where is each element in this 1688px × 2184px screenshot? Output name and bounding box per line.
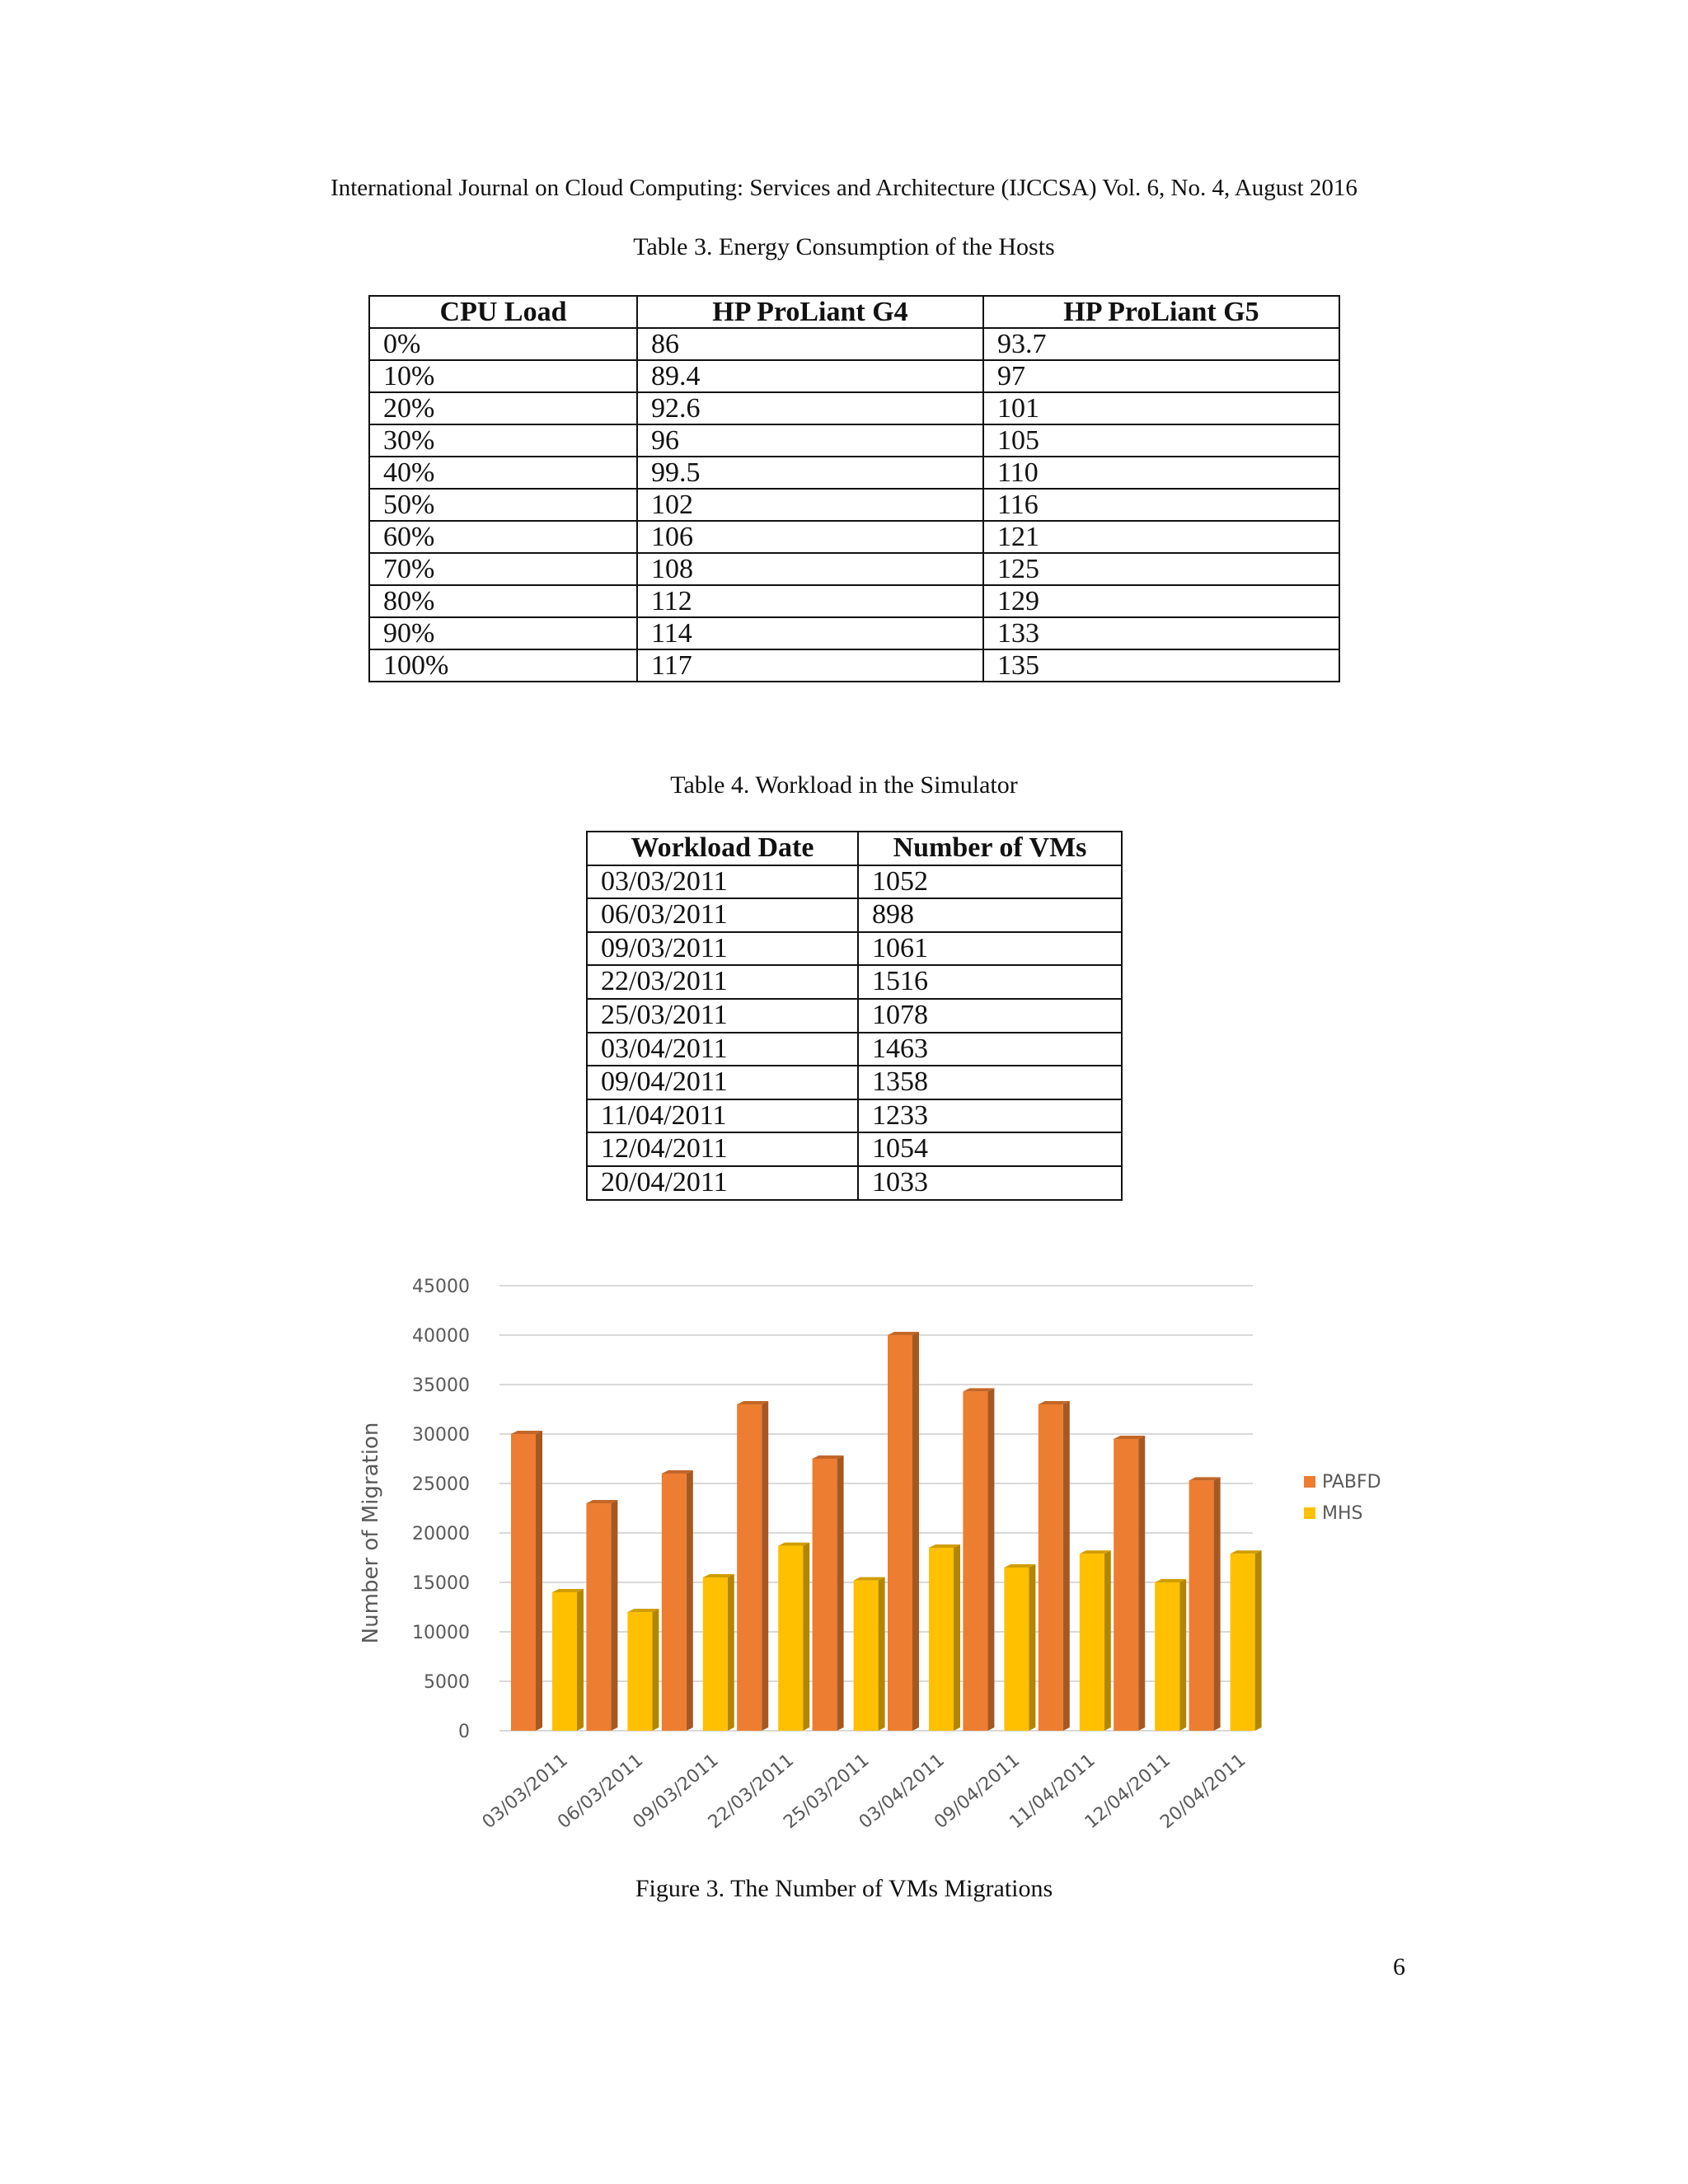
bar-side-face <box>954 1544 960 1731</box>
vm-count-cell: 1516 <box>858 965 1122 999</box>
vm-count-cell: 1061 <box>858 932 1122 966</box>
table-row <box>369 521 1339 553</box>
table-row <box>369 457 1339 489</box>
table-header-row <box>587 832 1122 865</box>
g5-power-cell: 125 <box>983 553 1339 585</box>
vm-count-cell: 1052 <box>858 865 1122 899</box>
cpu-load-cell: 0% <box>369 328 637 360</box>
bar-mhs <box>1080 1554 1104 1731</box>
vm-count-cell: 1358 <box>858 1066 1122 1099</box>
y-tick-label: 15000 <box>412 1573 470 1594</box>
bar-side-face <box>687 1470 693 1731</box>
g5-power-cell: 110 <box>983 457 1339 489</box>
bar-pabfd-group <box>737 1401 768 1731</box>
g5-power-cell: 121 <box>983 521 1339 553</box>
workload-date-cell: 22/03/2011 <box>587 965 858 999</box>
table-row <box>369 328 1339 360</box>
bar-mhs-group <box>1155 1579 1186 1731</box>
legend-swatch-pabfd <box>1304 1476 1315 1488</box>
g4-power-cell: 89.4 <box>637 360 983 392</box>
g4-power-cell: 99.5 <box>637 457 983 489</box>
vm-count-cell: 1078 <box>858 999 1122 1033</box>
cpu-load-cell: 50% <box>369 489 637 521</box>
bar-pabfd-group <box>813 1455 844 1731</box>
table-row <box>369 392 1339 424</box>
g4-power-cell: 112 <box>637 585 983 617</box>
vm-migrations-chart <box>305 1244 1426 1871</box>
bar-mhs <box>929 1548 954 1731</box>
g5-power-cell: 97 <box>983 360 1339 392</box>
y-tick-label: 30000 <box>412 1425 470 1446</box>
workload-date-cell: 09/03/2011 <box>587 932 858 966</box>
vm-count-cell: 1463 <box>858 1033 1122 1066</box>
bar-pabfd <box>888 1335 912 1731</box>
bar-side-face <box>652 1609 659 1731</box>
legend-swatch-mhs <box>1304 1507 1315 1519</box>
bar-side-face <box>1063 1401 1070 1731</box>
y-tick-label: 35000 <box>412 1376 470 1396</box>
g4-power-cell: 92.6 <box>637 392 983 424</box>
table-row <box>369 617 1339 649</box>
workload-date-cell: 20/04/2011 <box>587 1166 858 1200</box>
table-row <box>587 965 1122 999</box>
table-row <box>587 1132 1122 1166</box>
y-axis-title: Number of Migration <box>359 1422 383 1644</box>
table-row <box>587 1033 1122 1066</box>
g5-power-cell: 116 <box>983 489 1339 521</box>
workload-date-cell: 06/03/2011 <box>587 898 858 932</box>
bar-mhs-group <box>552 1589 584 1731</box>
bar-mhs-group <box>627 1609 659 1731</box>
table-row <box>587 865 1122 899</box>
bar-side-face <box>577 1589 584 1731</box>
workload-date-cell: 03/03/2011 <box>587 865 858 899</box>
legend-label-mhs: MHS <box>1322 1503 1363 1524</box>
table-row <box>369 553 1339 585</box>
workload-date-cell: 25/03/2011 <box>587 999 858 1033</box>
bar-mhs <box>703 1577 728 1731</box>
bar-mhs-group <box>854 1577 885 1731</box>
bar-side-face <box>987 1388 994 1731</box>
table-row <box>369 360 1339 392</box>
bar-pabfd-group <box>963 1388 994 1731</box>
workload-table <box>586 831 1123 1201</box>
x-tick-label: 09/03/2011 <box>629 1750 723 1834</box>
bar-side-face <box>912 1332 919 1731</box>
x-tick-label: 03/04/2011 <box>855 1750 949 1834</box>
bar-pabfd <box>963 1391 987 1731</box>
g4-power-cell: 106 <box>637 521 983 553</box>
bar-side-face <box>1214 1477 1221 1731</box>
bar-pabfd-group <box>511 1431 542 1731</box>
g5-power-cell: 101 <box>983 392 1339 424</box>
bar-mhs <box>1004 1568 1029 1731</box>
vm-count-cell: 898 <box>858 898 1122 932</box>
g4-power-cell: 96 <box>637 424 983 457</box>
bar-mhs <box>1155 1582 1179 1731</box>
bar-pabfd <box>1114 1439 1138 1731</box>
bar-mhs-group <box>1080 1550 1111 1731</box>
bar-pabfd-group <box>1189 1477 1221 1731</box>
table-row <box>587 1066 1122 1099</box>
workload-date-cell: 03/04/2011 <box>587 1033 858 1066</box>
table-row <box>369 649 1339 682</box>
column-header-hp-proliant-g4: HP ProLiant G4 <box>637 296 983 328</box>
bar-mhs-group <box>929 1544 960 1731</box>
column-header-cpu-load: CPU Load <box>369 296 637 328</box>
g4-power-cell: 86 <box>637 328 983 360</box>
cpu-load-cell: 60% <box>369 521 637 553</box>
page-number: 6 <box>1393 1953 1405 1980</box>
g4-power-cell: 114 <box>637 617 983 649</box>
g4-power-cell: 108 <box>637 553 983 585</box>
bar-pabfd <box>1189 1480 1214 1731</box>
x-tick-label: 03/03/2011 <box>478 1750 572 1834</box>
vm-count-cell: 1033 <box>858 1166 1122 1200</box>
y-tick-label: 0 <box>458 1722 470 1742</box>
bar-side-face <box>803 1543 809 1731</box>
bar-mhs <box>854 1581 879 1731</box>
bar-side-face <box>1138 1436 1145 1731</box>
bar-pabfd <box>511 1434 536 1731</box>
g5-power-cell: 133 <box>983 617 1339 649</box>
bar-pabfd <box>662 1474 687 1731</box>
bar-side-face <box>1255 1550 1262 1731</box>
y-tick-label: 45000 <box>412 1277 470 1297</box>
bar-pabfd-group <box>586 1500 617 1731</box>
x-tick-label: 06/03/2011 <box>554 1750 648 1834</box>
table4-caption: Table 4. Workload in the Simulator <box>670 771 1018 799</box>
bar-pabfd <box>737 1404 762 1731</box>
x-tick-label: 20/04/2011 <box>1156 1750 1250 1834</box>
bar-side-face <box>1179 1579 1186 1731</box>
energy-consumption-table <box>368 295 1340 682</box>
column-header-hp-proliant-g5: HP ProLiant G5 <box>983 296 1339 328</box>
table-row <box>587 999 1122 1033</box>
cpu-load-cell: 40% <box>369 457 637 489</box>
cpu-load-cell: 90% <box>369 617 637 649</box>
bar-mhs <box>1231 1554 1255 1731</box>
running-head: International Journal on Cloud Computing: Services and Architecture (IJCCSA) Vol. 6, No. 4, August 2016 <box>331 175 1357 201</box>
table-row <box>369 585 1339 617</box>
cpu-load-cell: 20% <box>369 392 637 424</box>
bar-side-face <box>611 1500 617 1731</box>
figure3-caption: Figure 3. The Number of VMs Migrations <box>635 1875 1053 1902</box>
column-header-number-of-vms: Number of VMs <box>858 832 1122 865</box>
cpu-load-cell: 10% <box>369 360 637 392</box>
cpu-load-cell: 70% <box>369 553 637 585</box>
bar-side-face <box>1104 1550 1111 1731</box>
g5-power-cell: 93.7 <box>983 328 1339 360</box>
table-row <box>587 1166 1122 1200</box>
y-tick-label: 20000 <box>412 1524 470 1544</box>
cpu-load-cell: 80% <box>369 585 637 617</box>
y-tick-label: 10000 <box>412 1623 470 1643</box>
table-row <box>587 932 1122 966</box>
bar-side-face <box>762 1401 768 1731</box>
g5-power-cell: 105 <box>983 424 1339 457</box>
vm-count-cell: 1054 <box>858 1132 1122 1166</box>
table-row <box>587 898 1122 932</box>
bar-mhs <box>552 1592 577 1731</box>
bar-side-face <box>837 1455 844 1731</box>
g5-power-cell: 135 <box>983 649 1339 682</box>
cpu-load-cell: 30% <box>369 424 637 457</box>
x-tick-label: 25/03/2011 <box>780 1750 874 1834</box>
workload-date-cell: 12/04/2011 <box>587 1132 858 1166</box>
bar-mhs <box>627 1612 652 1731</box>
cpu-load-cell: 100% <box>369 649 637 682</box>
y-tick-label: 40000 <box>412 1326 470 1347</box>
bar-side-face <box>728 1574 734 1731</box>
bar-mhs-group <box>778 1543 809 1731</box>
column-header-workload-date: Workload Date <box>587 832 858 865</box>
bar-side-face <box>879 1577 885 1731</box>
vm-count-cell: 1233 <box>858 1099 1122 1133</box>
workload-date-cell: 09/04/2011 <box>587 1066 858 1099</box>
g5-power-cell: 129 <box>983 585 1339 617</box>
table-row <box>369 424 1339 457</box>
table-row <box>369 489 1339 521</box>
workload-date-cell: 11/04/2011 <box>587 1099 858 1133</box>
bar-pabfd-group <box>1039 1401 1070 1731</box>
table-header-row <box>369 296 1339 328</box>
x-tick-label: 11/04/2011 <box>1006 1750 1100 1834</box>
table3-caption: Table 3. Energy Consumption of the Hosts <box>633 233 1055 260</box>
bar-pabfd-group <box>1114 1436 1145 1731</box>
y-tick-label: 25000 <box>412 1474 470 1495</box>
x-tick-label: 22/03/2011 <box>704 1750 799 1834</box>
x-tick-label: 09/04/2011 <box>931 1750 1025 1834</box>
x-tick-label: 12/04/2011 <box>1081 1750 1175 1834</box>
bar-pabfd <box>586 1503 611 1731</box>
bar-pabfd <box>813 1459 837 1731</box>
bar-mhs-group <box>703 1574 734 1731</box>
bar-mhs-group <box>1231 1550 1262 1731</box>
legend-label-pabfd: PABFD <box>1322 1472 1381 1493</box>
g4-power-cell: 102 <box>637 489 983 521</box>
bar-side-face <box>1029 1564 1035 1731</box>
g4-power-cell: 117 <box>637 649 983 682</box>
y-tick-label: 5000 <box>424 1672 470 1693</box>
bar-pabfd <box>1039 1404 1063 1731</box>
bar-side-face <box>536 1431 542 1731</box>
bar-pabfd-group <box>888 1332 919 1731</box>
table-row <box>587 1099 1122 1133</box>
bar-pabfd-group <box>662 1470 693 1731</box>
bar-mhs <box>778 1546 803 1731</box>
bar-mhs-group <box>1004 1564 1035 1731</box>
